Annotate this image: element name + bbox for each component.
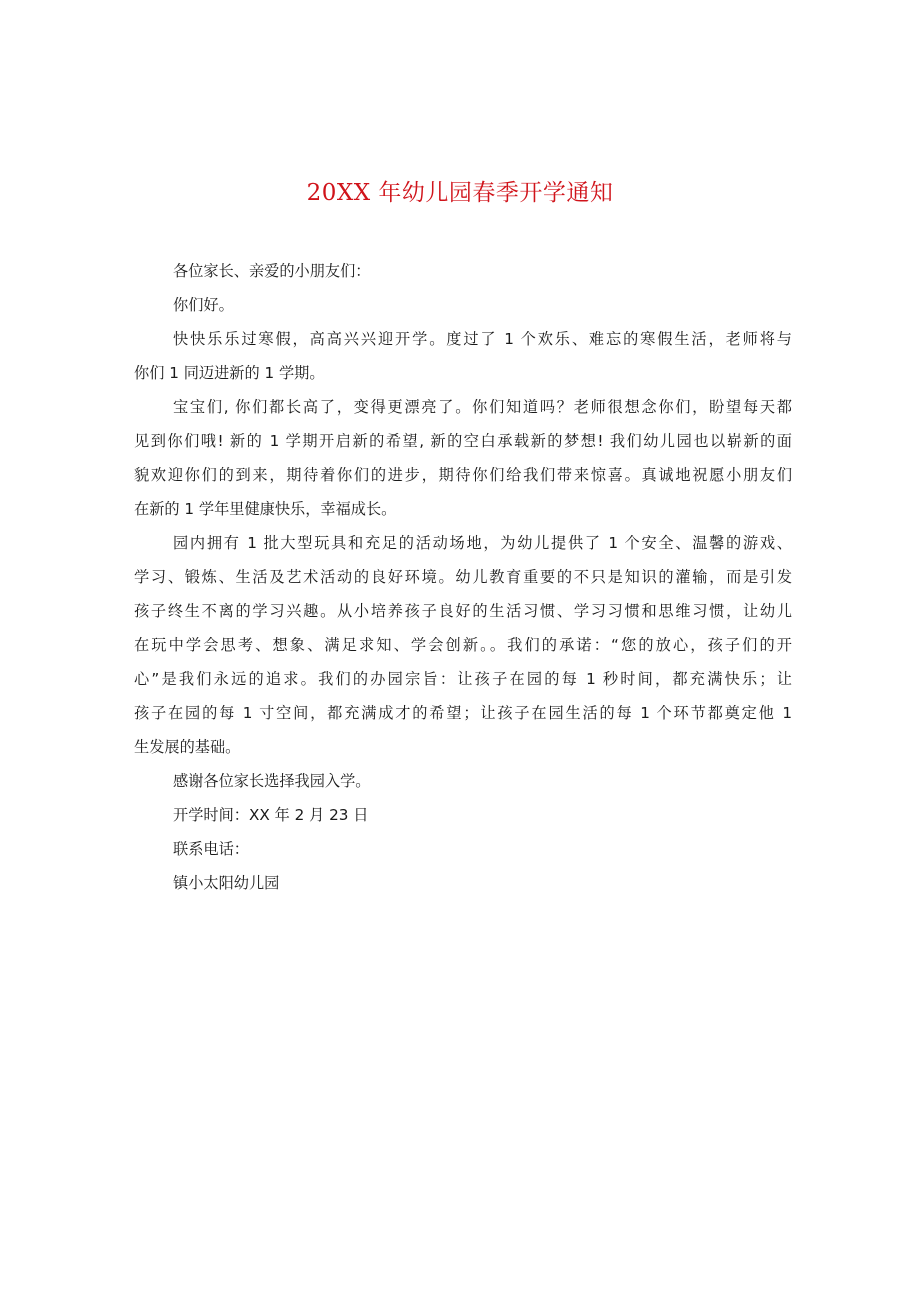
- document-body: [134, 254, 792, 900]
- paragraph-2-line-1: 宝宝们, 你们都长高了，变得更漂亮了。你们知道吗？老师很想念你们，盼望每天都: [173, 398, 792, 416]
- paragraph-3-line-3: 孩子终生不离的学习兴趣。从小培养孩子良好的生活习惯、学习习惯和思维习惯，让幼儿: [134, 602, 792, 620]
- page-title: 20XX 年幼儿园春季开学通知: [306, 180, 614, 206]
- paragraph-3-line-5: 心”是我们永远的追求。我们的办园宗旨：让孩子在园的每 1 秒时间，都充满快乐；让: [134, 670, 792, 688]
- paragraph-1-line-2: 你们 1 同迈进新的 1 学期。: [134, 364, 325, 382]
- school-signature: 镇小太阳幼儿园: [173, 874, 280, 892]
- greeting: 各位家长、亲爱的小朋友们：: [173, 262, 371, 280]
- paragraph-2-line-4: 在新的 1 学年里健康快乐，幸福成长。: [134, 500, 397, 518]
- paragraph-3-line-1: 园内拥有 1 批大型玩具和充足的活动场地，为幼儿提供了 1 个安全、温馨的游戏、: [173, 534, 792, 552]
- start-time-line: 开学时间：XX 年 2 月 23 日: [173, 806, 369, 824]
- contact-phone-line: 联系电话：: [173, 840, 249, 858]
- paragraph-1-line-1: 快快乐乐过寒假，高高兴兴迎开学。度过了 1 个欢乐、难忘的寒假生活，老师将与: [173, 330, 792, 348]
- paragraph-3-line-2: 学习、锻炼、生活及艺术活动的良好环境。幼儿教育重要的不只是知识的灌输，而是引发: [134, 568, 792, 586]
- hello-line: 你们好。: [173, 296, 234, 314]
- paragraph-3-line-4: 在玩中学会思考、想象、满足求知、学会创新。。我们的承诺：“您的放心，孩子们的开: [134, 636, 792, 654]
- paragraph-2-line-2: 见到你们哦! 新的 1 学期开启新的希望, 新的空白承载新的梦想! 我们幼儿园也以崭新的面: [134, 432, 792, 450]
- paragraph-3-line-7: 生发展的基础。: [134, 738, 241, 756]
- thanks-line: 感谢各位家长选择我园入学。: [173, 772, 371, 790]
- paragraph-3-line-6: 孩子在园的每 1 寸空间，都充满成才的希望；让孩子在园生活的每 1 个环节都奠定他 1: [134, 704, 792, 722]
- paragraph-2-line-3: 貌欢迎你们的到来，期待着你们的进步，期待你们给我们带来惊喜。真诚地祝愿小朋友们: [134, 466, 792, 484]
